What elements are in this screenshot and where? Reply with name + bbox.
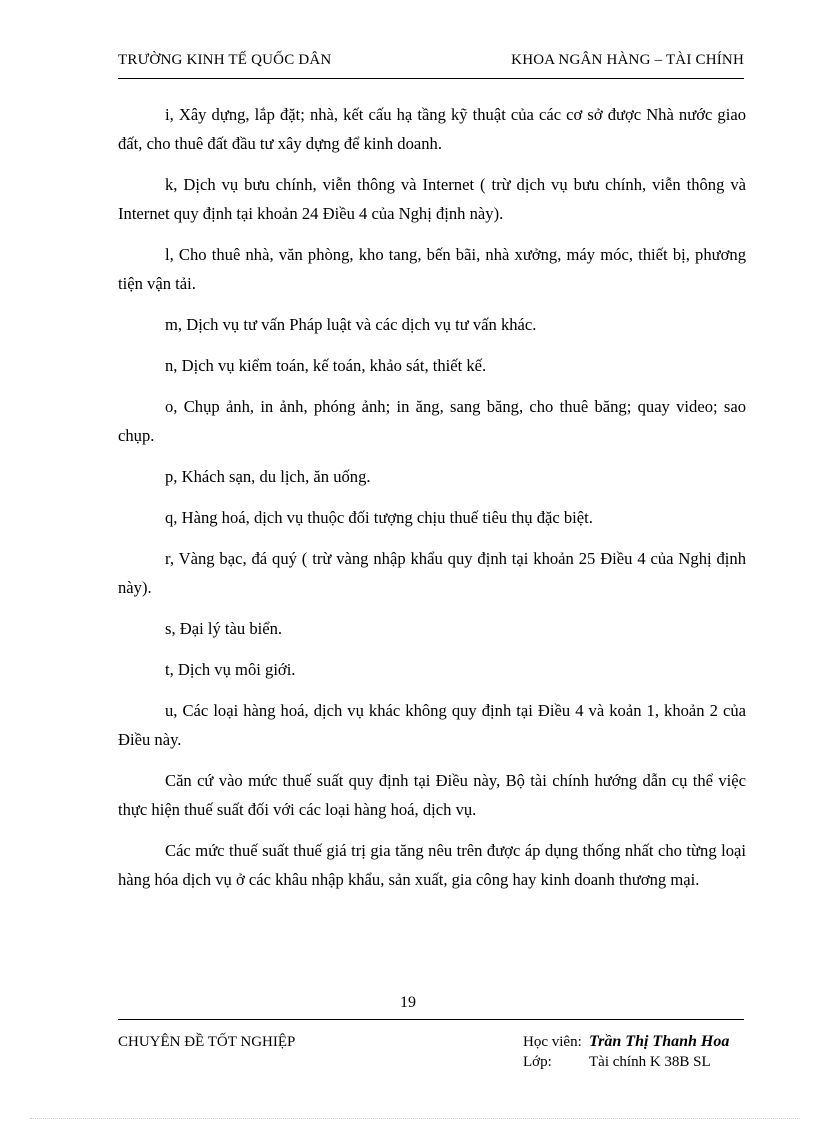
footer-student-info (523, 1032, 729, 1072)
paragraph-m: m, Dịch vụ tư vấn Pháp luật và các dịch vụ tư vấn khác. (165, 315, 537, 334)
paragraph-rates: Các mức thuế suất thuế giá trị gia tăng nêu trên được áp dụng thống nhất cho từng loại hàng hóa dịch vụ ở các khâu nhập khẩu, sản xuất, gia công hay kinh doanh thương mại. (118, 841, 746, 889)
student-name: Trần Thị Thanh Hoa (589, 1033, 730, 1050)
paragraph-n: n, Dịch vụ kiểm toán, kế toán, khảo sát, thiết kế. (165, 356, 487, 375)
paragraph-t: t, Dịch vụ môi giới. (165, 660, 296, 679)
page-bottom-dotted-line (30, 1118, 800, 1119)
footer-thesis-title: CHUYÊN ĐỀ TỐT NGHIỆP (118, 1034, 296, 1050)
paragraph-q: q, Hàng hoá, dịch vụ thuộc đối tượng chịu thuế tiêu thụ đặc biệt. (165, 508, 593, 527)
header-rule (118, 78, 744, 79)
footer-student-row (523, 1032, 729, 1052)
paragraph-u: u, Các loại hàng hoá, dịch vụ khác không quy định tại Điều 4 và koản 1, khoản 2 của Điều này. (118, 701, 746, 749)
class-label: Lớp: (523, 1054, 552, 1070)
paragraph-r: r, Vàng bạc, đá quý ( trừ vàng nhập khẩu quy định tại khoản 25 Điều 4 của Nghị định này). (118, 549, 746, 597)
page-header (118, 52, 744, 74)
paragraph-o: o, Chụp ảnh, in ảnh, phóng ảnh; in ăng, sang băng, cho thuê băng; quay video; sao chụp. (118, 397, 746, 445)
page-number: 19 (400, 994, 416, 1011)
body-text (118, 100, 746, 906)
header-faculty: KHOA NGÂN HÀNG – TÀI CHÍNH (511, 52, 744, 68)
paragraph-l: l, Cho thuê nhà, văn phòng, kho tang, bến bãi, nhà xưởng, máy móc, thiết bị, phương tiện vận tải. (118, 245, 746, 293)
class-value: Tài chính K 38B SL (589, 1054, 711, 1070)
paragraph-guidance: Căn cứ vào mức thuế suất quy định tại Điều này, Bộ tài chính hướng dẫn cụ thể việc thực hiện thuế suất đối với các loại hàng hoá, dịch vụ. (118, 771, 746, 819)
header-school: TRƯỜNG KINH TẾ QUỐC DÂN (118, 52, 332, 68)
footer-class-row (523, 1052, 729, 1072)
footer-rule (118, 1019, 744, 1020)
paragraph-s: s, Đại lý tàu biển. (165, 619, 283, 638)
paragraph-i: i, Xây dựng, lắp đặt; nhà, kết cấu hạ tầng kỹ thuật của các cơ sở được Nhà nước giao đất, cho thuê đất đầu tư xây dựng để kinh doanh. (118, 105, 746, 153)
paragraph-k: k, Dịch vụ bưu chính, viễn thông và Internet ( trừ dịch vụ bưu chính, viễn thông và Internet quy định tại khoản 24 Điều 4 của Nghị định này). (118, 175, 746, 223)
student-label: Học viên: (523, 1034, 582, 1050)
paragraph-p: p, Khách sạn, du lịch, ăn uống. (165, 467, 371, 486)
